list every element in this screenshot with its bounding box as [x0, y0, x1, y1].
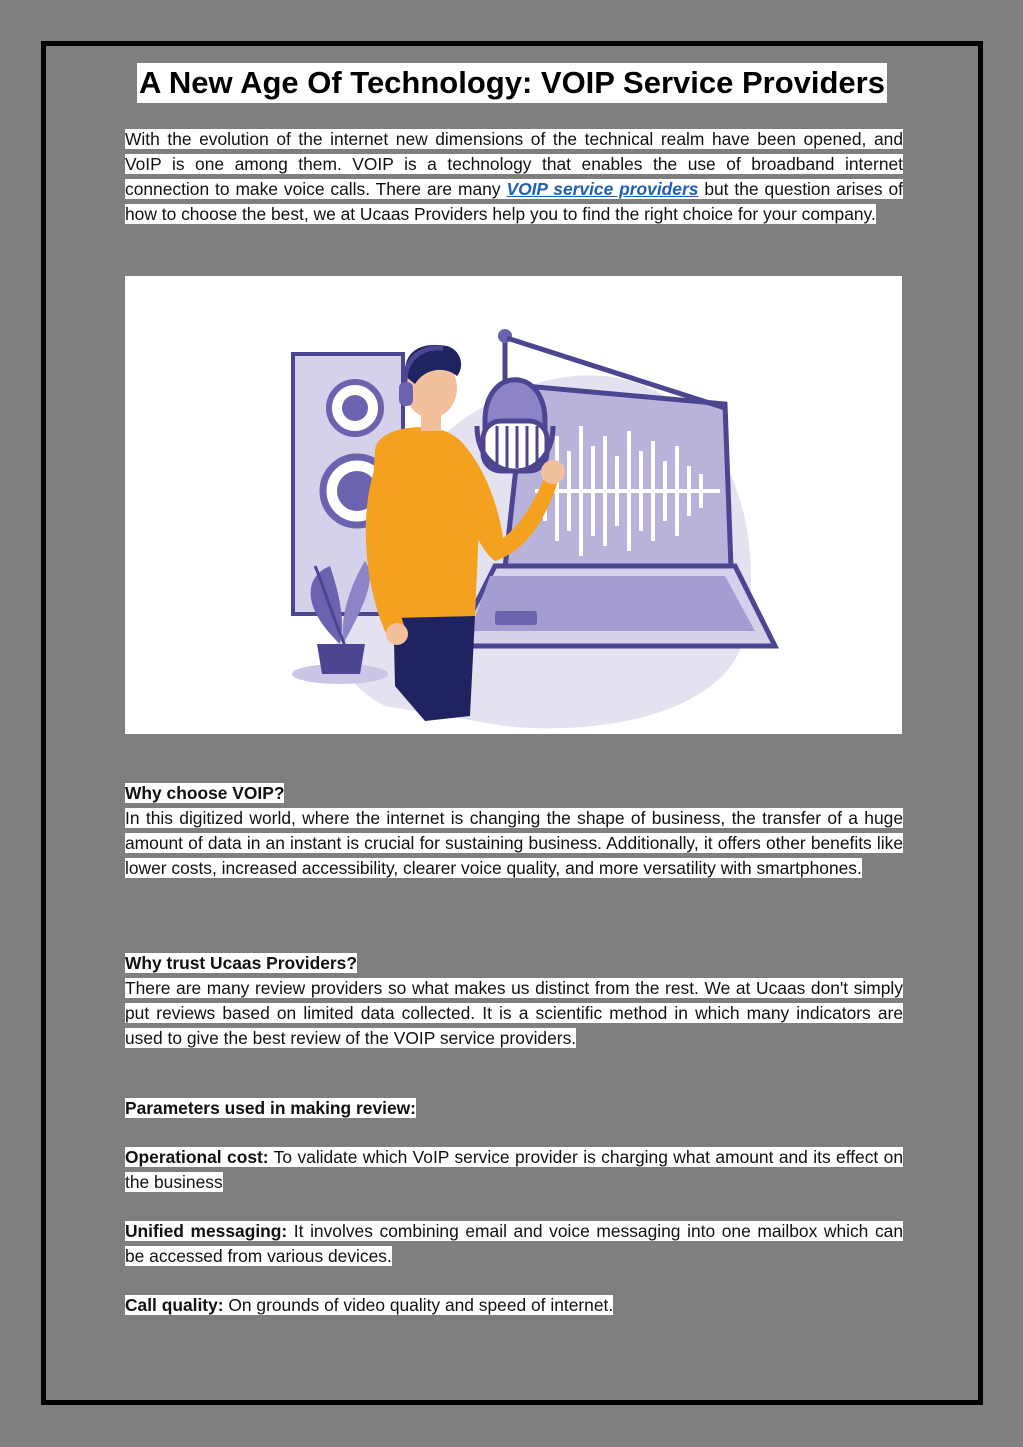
parameters-heading-block — [125, 1096, 903, 1121]
parameter-text: On grounds of video quality and speed of internet. — [223, 1295, 614, 1315]
why-choose-section — [125, 781, 903, 881]
intro-paragraph — [125, 127, 903, 227]
parameter-text: To validate which VoIP service provider is charging what amount and its effect on the business — [125, 1147, 904, 1192]
why-trust-heading: Why trust Ucaas Providers? — [125, 953, 357, 973]
why-choose-heading: Why choose VOIP? — [125, 783, 285, 803]
why-trust-body: There are many review providers so what makes us distinct from the rest. We at Ucaas don't simply put reviews based on limited data collected. It is a scientific method in which many indicators are used to give the best review of the VOIP service providers. — [125, 978, 903, 1048]
title-container — [46, 63, 978, 103]
page-frame — [41, 41, 983, 1405]
intro-text-after: but the question arises of how to choose the best, we at Ucaas Providers help you to find the right choice for your company. — [125, 179, 903, 224]
intro-text-before: With the evolution of the internet new dimensions of the technical realm have been opened, and VoIP is one among them. VOIP is a technology that enables the use of broadband internet connection to make voice calls. There are many — [125, 129, 903, 199]
parameters-heading: Parameters used in making review: — [125, 1098, 416, 1118]
voip-providers-link[interactable]: VOIP service providers — [506, 179, 699, 199]
parameter-operational-cost — [125, 1145, 903, 1195]
parameter-text: It involves combining email and voice messaging into one mailbox which can be accessed from various devices. — [125, 1221, 903, 1266]
intro-section — [125, 127, 903, 227]
why-trust-section — [125, 951, 903, 1051]
podcaster-microphone-illustration — [125, 276, 902, 734]
parameter-label: Unified messaging: — [125, 1221, 288, 1241]
parameter-label: Operational cost: — [125, 1147, 269, 1167]
page-title: A New Age Of Technology: VOIP Service Providers — [137, 63, 887, 103]
parameter-label: Call quality: — [125, 1295, 224, 1315]
why-choose-body: In this digitized world, where the internet is changing the shape of business, the transfer of a huge amount of data in an instant is crucial for sustaining business. Additionally, it offers other benefits like lower costs, increased accessibility, clearer voice quality, and more versatility with smartphones. — [125, 808, 903, 878]
parameter-call-quality — [125, 1293, 903, 1318]
parameter-unified-messaging — [125, 1219, 903, 1269]
